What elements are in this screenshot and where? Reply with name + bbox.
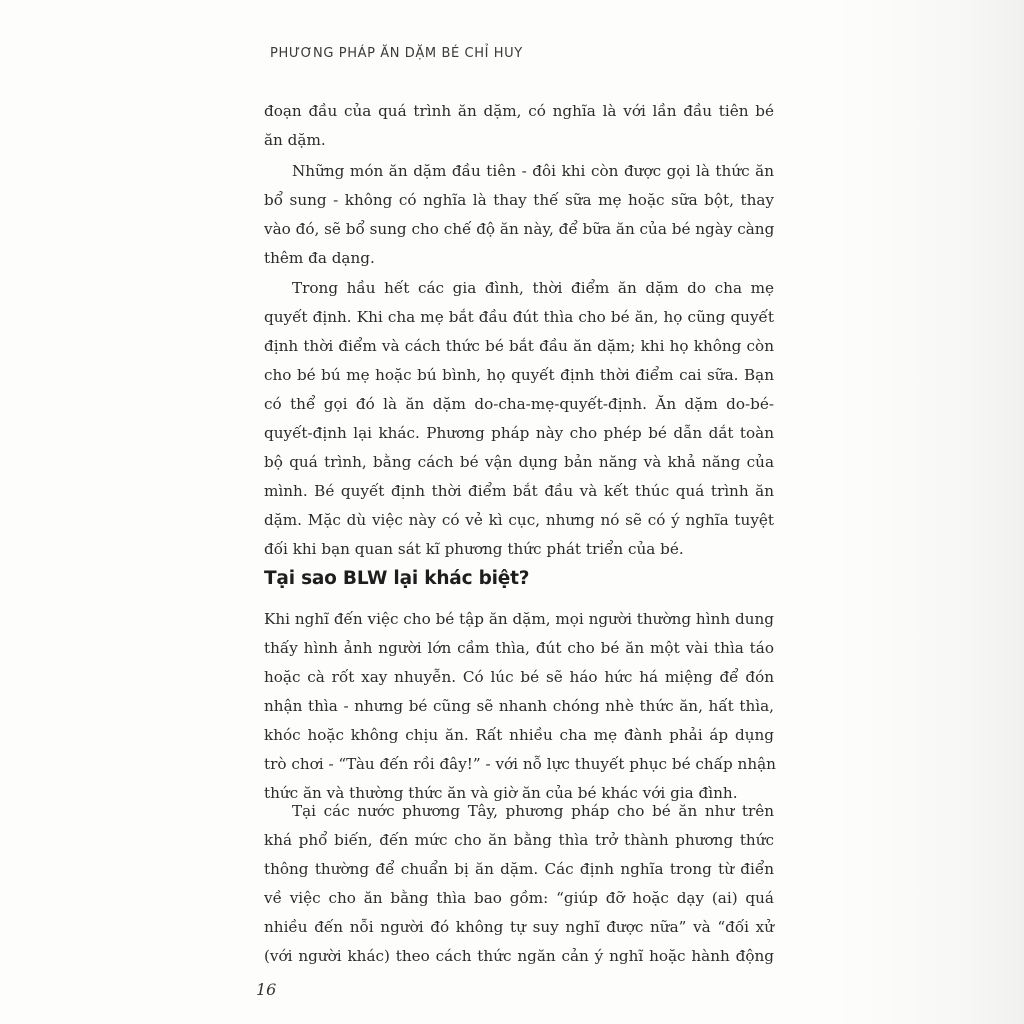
text-line: bộ quá trình, bằng cách bé vận dụng bản năng và khả năng của [264, 453, 774, 471]
text-line: nhận thìa - nhưng bé cũng sẽ nhanh chóng nhè thức ăn, hất thìa, [264, 697, 774, 715]
text-line: bổ sung - không có nghĩa là thay thế sữa mẹ hoặc sữa bột, thay [264, 191, 774, 209]
text-line: dặm. Mặc dù việc này có vẻ kì cục, nhưng nó sẽ có ý nghĩa tuyệt [264, 511, 774, 529]
text-line: vào đó, sẽ bổ sung cho chế độ ăn này, để bữa ăn của bé ngày càng [264, 220, 775, 238]
text-line: quyết-định lại khác. Phương pháp này cho phép bé dẫn dắt toàn [264, 424, 774, 442]
text-line: thức ăn và thường thức ăn và giờ ăn của bé khác với gia đình. [264, 784, 738, 802]
text-line: Trong hầu hết các gia đình, thời điểm ăn dặm do cha mẹ [292, 279, 774, 297]
text-line: thông thường để chuẩn bị ăn dặm. Các định nghĩa trong từ điển [264, 860, 774, 878]
text-line: đối khi bạn quan sát kĩ phương thức phát triển của bé. [264, 540, 684, 558]
text-line: mình. Bé quyết định thời điểm bắt đầu và kết thúc quá trình ăn [264, 482, 774, 500]
text-line: Tại các nước phương Tây, phương pháp cho bé ăn như trên [292, 802, 774, 820]
text-line: trò chơi - “Tàu đến rồi đây!” - với nỗ lực thuyết phục bé chấp nhận [264, 755, 776, 773]
paragraph [264, 97, 774, 155]
text-line: Những món ăn dặm đầu tiên - đôi khi còn được gọi là thức ăn [292, 162, 774, 180]
text-line: quyết định. Khi cha mẹ bắt đầu đút thìa cho bé ăn, họ cũng quyết [264, 308, 774, 326]
paragraph [264, 797, 774, 971]
paragraph [264, 274, 774, 564]
text-line: cho bé bú mẹ hoặc bú bình, họ quyết định thời điểm cai sữa. Bạn [264, 366, 774, 384]
text-line: (với người khác) theo cách thức ngăn cản ý nghĩ hoặc hành động [264, 947, 774, 965]
text-line: thấy hình ảnh người lớn cầm thìa, đút cho bé ăn một vài thìa táo [264, 639, 774, 657]
text-line: đoạn đầu của quá trình ăn dặm, có nghĩa là với lần đầu tiên bé [264, 102, 774, 120]
text-line: khóc hoặc không chịu ăn. Rất nhiều cha mẹ đành phải áp dụng [264, 726, 774, 744]
text-line: khá phổ biến, đến mức cho ăn bằng thìa trở thành phương thức [264, 831, 774, 849]
section-heading: Tại sao BLW lại khác biệt? [264, 568, 530, 589]
running-head: PHƯƠNG PHÁP ĂN DẶM BÉ CHỈ HUY [270, 46, 523, 61]
page-number: 16 [256, 980, 277, 999]
text-line: có thể gọi đó là ăn dặm do-cha-mẹ-quyết-định. Ăn dặm do-bé- [264, 395, 774, 413]
text-line: nhiều đến nỗi người đó không tự suy nghĩ được nữa” và “đối xử [264, 918, 774, 936]
text-line: Khi nghĩ đến việc cho bé tập ăn dặm, mọi người thường hình dung [264, 610, 774, 628]
text-line: thêm đa dạng. [264, 249, 375, 267]
paragraph [264, 157, 774, 273]
page-edge-shadow [834, 0, 1024, 1024]
paragraph [264, 605, 774, 808]
text-line: định thời điểm và cách thức bé bắt đầu ăn dặm; khi họ không còn [264, 337, 774, 355]
text-line: hoặc cà rốt xay nhuyễn. Có lúc bé sẽ háo hức há miệng để đón [264, 668, 774, 686]
text-line: ăn dặm. [264, 131, 326, 149]
text-line: về việc cho ăn bằng thìa bao gồm: “giúp đỡ hoặc dạy (ai) quá [264, 889, 774, 907]
